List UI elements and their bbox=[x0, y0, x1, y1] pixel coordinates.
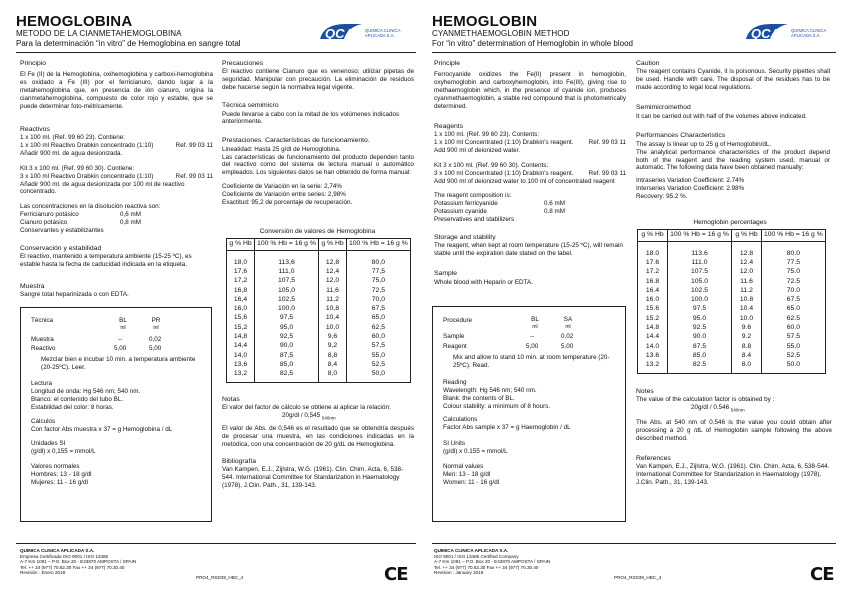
table-cell: 11,6 bbox=[319, 286, 347, 295]
table-cell: 17,2 bbox=[227, 277, 255, 286]
kit-line: Kit 3 x 100 ml. (Ref. 99 60 30). Contiene: bbox=[20, 164, 135, 172]
technique-box bbox=[20, 307, 212, 522]
formula: 20g/dl / 0.546 $_{540nm}$ bbox=[691, 404, 745, 413]
table-cell: 57.5 bbox=[762, 333, 826, 342]
table-cell: 105,0 bbox=[255, 286, 319, 295]
mix-instruction: Mix and allow to stand 10 min. at room temperature (20-25ºC). Read. bbox=[453, 354, 610, 369]
principle-heading: Principle bbox=[434, 60, 461, 67]
table-cell: 18.0 bbox=[638, 242, 668, 259]
sample-bl-value: -- bbox=[118, 336, 123, 343]
table-cell: 14,4 bbox=[227, 342, 255, 351]
table-cell: 14.0 bbox=[638, 342, 668, 351]
cv-line: Coeficiente de Variación en la serie: 2,74% bbox=[222, 183, 342, 191]
table-cell: 85.0 bbox=[668, 351, 732, 360]
table-cell: 70.0 bbox=[762, 286, 826, 295]
table-cell: 95.0 bbox=[668, 314, 732, 323]
table-cell: 12.8 bbox=[732, 242, 762, 259]
table-cell: 72.5 bbox=[762, 277, 826, 286]
table-cell: 75.0 bbox=[762, 268, 826, 277]
notes-explanation: The Abs. at 540 nm of 0.546 is the value you could obtain after processing a 20 g /dL of Hemoglobin sample following the above described method. bbox=[636, 419, 832, 442]
notes-block bbox=[636, 388, 832, 487]
table-cell: 67,5 bbox=[347, 305, 411, 314]
qca-logo-icon bbox=[318, 21, 410, 45]
kit-line: 3 x 100 ml Reactivo Drabkin concentrado (1:10) Ref. 99 03 11 bbox=[20, 172, 213, 180]
table-cell: 50,0 bbox=[347, 370, 411, 383]
conversion-table-title: Conversión de valores de Hemoglobina bbox=[259, 228, 376, 235]
table-cell: 11,2 bbox=[319, 295, 347, 304]
table-row bbox=[227, 333, 411, 342]
table-cell: 12.4 bbox=[732, 259, 762, 268]
svg-text:QCA: QCA bbox=[751, 26, 780, 41]
cv-line: Coeficiente de Variación entre series: 2,98% bbox=[222, 191, 346, 199]
svg-text:QUIMICA CLINICA: QUIMICA CLINICA bbox=[365, 28, 401, 33]
column-right bbox=[222, 60, 414, 207]
table-cell: 17.2 bbox=[638, 268, 668, 277]
table-cell: 16.8 bbox=[638, 277, 668, 286]
conversion-table-grid bbox=[637, 229, 826, 374]
page-title: HEMOGLOBIN bbox=[432, 13, 538, 30]
table-row bbox=[638, 361, 826, 374]
composition-heading: The reagent composition is: bbox=[434, 192, 512, 200]
sample-bl-value: -- bbox=[530, 333, 535, 340]
table-cell: 82,5 bbox=[255, 370, 319, 383]
table-cell: 105.0 bbox=[668, 277, 732, 286]
conversion-table bbox=[637, 229, 826, 374]
storage-heading: Storage and stability bbox=[434, 233, 496, 241]
table-cell: 14.8 bbox=[638, 324, 668, 333]
table-cell: 80.0 bbox=[762, 242, 826, 259]
preservatives-line: Preservatives and stabilizers bbox=[434, 216, 515, 223]
table-cell: 10,0 bbox=[319, 323, 347, 332]
calculation-block: Cálculos Con factor Abs muestra x 37 = g Hemoglobina / dL bbox=[31, 418, 173, 433]
calculation-block: Calculations Factor Abs sample x 37 = g Haemoglobin / dL bbox=[443, 416, 571, 431]
bl-header: BL ml bbox=[119, 317, 127, 331]
table-cell: 10,4 bbox=[319, 314, 347, 323]
precautions-text: El reactivo contiene Cianuro que es venenoso; utilizar pipetas de seguridad. Manipular con precaución. La eliminación de residuos debe hacerse según la normativa legal vigente. bbox=[222, 68, 414, 92]
ce-mark-icon: CE bbox=[384, 564, 408, 585]
svg-text:QCA: QCA bbox=[325, 26, 354, 41]
table-cell: 75,0 bbox=[347, 277, 411, 286]
semimicro-text: Puede llevarse a cabo con la mitad de los volúmenes indicados anteriormente. bbox=[222, 110, 400, 126]
concentration-row: Cianuro potásico 0,8 mM bbox=[20, 219, 141, 226]
reagents-line: 1 x 100 ml Concentrated (1:10) Drabkin's reagent. Ref. 99 03 11 bbox=[434, 139, 626, 147]
table-cell: 113.6 bbox=[668, 242, 732, 259]
reagent-bl-value: 5,00 bbox=[114, 345, 127, 352]
table-cell: 113,6 bbox=[255, 251, 319, 268]
table-row bbox=[638, 259, 826, 268]
cv-line: Exactitud: 95,2 de porcentaje de recuperación. bbox=[222, 198, 353, 206]
sa-header: SA ml bbox=[563, 316, 573, 330]
table-cell: 16,0 bbox=[227, 305, 255, 314]
storage-text: El reactivo, mantenido a temperatura ambiente (15-25 ºC), es estable hasta la fecha de caducidad indicada en la etiqueta. bbox=[20, 253, 192, 269]
principle-text: Ferrocyanide oxidizes the Fe(II) present in hemoglobin, oxyhemoglobin and carboxyhemoglobin, into Fe(III), giving rise to methaemoglobin which, in the presence of cyanide ion, produces cyanmethaemoglobin, a stable red compound that is photometrically determined. bbox=[434, 71, 626, 110]
procedure-box bbox=[432, 306, 626, 522]
table-cell: 77,5 bbox=[347, 268, 411, 277]
table-row bbox=[227, 295, 411, 304]
table-row bbox=[227, 370, 411, 383]
document-code: PRO4_RSD39_HBC_4 bbox=[196, 575, 244, 580]
notes-heading: Notas bbox=[222, 396, 240, 403]
footer-company: QUIMICA CLINICA APLICADA S.A. Empresa Certificada ISO 9001 / ISO 13485 A-7 Km 1081 – P.O. Box 20 - E43870 AMPOSTA / SPAIN Tel. ++ 34 (977) 70.62.30 Fax ++ 34 (977) 70.30.40 Revisión : Enero 2018 bbox=[20, 548, 137, 576]
table-cell: 9,2 bbox=[319, 342, 347, 351]
table-cell: 62,5 bbox=[347, 323, 411, 332]
purpose-subtitle: Para la determinación “in vitro” de Hemoglobina en sangre total bbox=[16, 39, 241, 48]
table-cell: 17,6 bbox=[227, 268, 255, 277]
footer-company: QUIMICA CLINICA APLICADA S.A. ISO 9001 / ISO 13485 Certified Company A-7 Km 1081 – P.O. Box 20 - E43870 AMPOSTA / SPAIN Tel. ++ 34 (977) 70.62.30 Fax ++ 34 (977) 70.30.40 Revision : January 2018 bbox=[434, 548, 551, 576]
sample-heading: Muestra bbox=[20, 282, 45, 290]
table-cell: 10,8 bbox=[319, 305, 347, 314]
table-cell: 13.6 bbox=[638, 351, 668, 360]
header-divider bbox=[432, 52, 836, 53]
table-cell: 16,4 bbox=[227, 295, 255, 304]
reagents-heading: Reactivos bbox=[20, 125, 50, 133]
conversion-table-title: Hemoglobin percentages bbox=[693, 219, 767, 226]
cv-line: Recovery: 95.2 %. bbox=[636, 193, 688, 201]
formula: 20g/dl / 0,545 $_{540nm}$ bbox=[282, 412, 336, 421]
table-cell: 13,2 bbox=[227, 370, 255, 383]
mix-instruction: Mezclar bien e incubar 10 min. a temperatura ambiente (20-25ºC). Leer. bbox=[41, 356, 196, 371]
reading-block: Lectura Longitud de onda: Hg 546 nm; 540 nm. Blanco: el contenido del tubo BL. Estabilidad del color: 8 horas. bbox=[31, 380, 141, 411]
table-cell: 14,8 bbox=[227, 333, 255, 342]
table-header-cell: 100 % Hb = 16 g % bbox=[347, 239, 411, 251]
page-title: HEMOGLOBINA bbox=[16, 13, 133, 30]
table-cell: 92.5 bbox=[668, 324, 732, 333]
table-cell: 8,0 bbox=[319, 370, 347, 383]
kit-line: Add 900 ml of deionized water to 100 ml of concentrated reagent bbox=[434, 177, 615, 185]
table-cell: 8,4 bbox=[319, 360, 347, 369]
table-cell: 100,0 bbox=[255, 305, 319, 314]
table-cell: 55.0 bbox=[762, 342, 826, 351]
table-cell: 12,0 bbox=[319, 277, 347, 286]
table-cell: 92,5 bbox=[255, 333, 319, 342]
purpose-subtitle: For “in vitro” determination of Hemoglobin in whole blood bbox=[432, 39, 633, 48]
table-cell: 50.0 bbox=[762, 361, 826, 374]
table-cell: 14.4 bbox=[638, 333, 668, 342]
table-cell: 9.2 bbox=[732, 333, 762, 342]
precautions-heading: Precauciones bbox=[222, 60, 264, 67]
kit-line: Kit 3 x 100 ml. (Ref. 99 60 30). Contents: bbox=[434, 161, 549, 169]
composition-row: Potassium cyanide 0.8 mM bbox=[434, 208, 565, 216]
table-cell: 90,0 bbox=[255, 342, 319, 351]
semimicro-text: It can be carried out with half of the volumes above indicated. bbox=[636, 112, 807, 120]
qca-logo bbox=[744, 21, 836, 45]
table-row bbox=[227, 360, 411, 369]
notes-block bbox=[222, 396, 414, 490]
table-row bbox=[227, 277, 411, 286]
table-row bbox=[638, 333, 826, 342]
reagent-row-label: Reagent bbox=[443, 343, 467, 350]
table-row bbox=[638, 314, 826, 323]
table-cell: 65.0 bbox=[762, 305, 826, 314]
table-row bbox=[227, 342, 411, 351]
cv-line: Interseries Variation Coefficient: 2.98% bbox=[636, 185, 745, 193]
pr-header: PR ml bbox=[151, 317, 161, 331]
table-cell: 15.6 bbox=[638, 305, 668, 314]
table-cell: 107,5 bbox=[255, 277, 319, 286]
table-cell: 15,6 bbox=[227, 314, 255, 323]
sample-row-label: Muestra bbox=[31, 336, 54, 343]
table-cell: 9,6 bbox=[319, 333, 347, 342]
caution-text: The reagent contains Cyanide, it is poisonous. Security pipettes shall be used. Handle with care. The disposal of the residues has to be made according to legal local regulations. bbox=[636, 68, 830, 92]
performance-heading: Performances Characteristics bbox=[636, 132, 726, 140]
table-cell: 11.6 bbox=[732, 277, 762, 286]
bibliography-heading: Bibliografía bbox=[222, 457, 257, 465]
table-cell: 77.5 bbox=[762, 259, 826, 268]
sample-text: Whole blood with Heparin or EDTA. bbox=[434, 278, 533, 286]
table-row bbox=[638, 286, 826, 295]
table-cell: 9.6 bbox=[732, 324, 762, 333]
table-cell: 55,0 bbox=[347, 351, 411, 360]
table-cell: 15,2 bbox=[227, 323, 255, 332]
table-cell: 10.0 bbox=[732, 314, 762, 323]
table-cell: 102.5 bbox=[668, 286, 732, 295]
table-row bbox=[227, 323, 411, 332]
preservatives-line: Conservantes y estabilizantes bbox=[20, 226, 104, 234]
references-heading: References bbox=[636, 454, 671, 462]
table-header-cell: g % Hb bbox=[732, 230, 762, 242]
method-subtitle: CYANMETHAEMOGLOBIN METHOD bbox=[432, 29, 570, 38]
conversion-table bbox=[226, 238, 411, 383]
table-cell: 102,5 bbox=[255, 295, 319, 304]
table-cell: 85,0 bbox=[255, 360, 319, 369]
table-cell: 52,5 bbox=[347, 360, 411, 369]
table-row bbox=[638, 342, 826, 351]
table-header-cell: 100 % Hb = 16 g % bbox=[762, 230, 826, 242]
table-row bbox=[638, 242, 826, 259]
table-cell: 18,0 bbox=[227, 251, 255, 268]
method-subtitle: METODO DE LA CIANMETAHEMOGLOBINA bbox=[16, 29, 182, 38]
reagents-heading: Reagents bbox=[434, 122, 464, 130]
table-cell: 17.6 bbox=[638, 259, 668, 268]
table-cell: 62.5 bbox=[762, 314, 826, 323]
table-cell: 8.4 bbox=[732, 351, 762, 360]
principle-text: El Fe (II) de la Hemoglobina, oxihemoglobina y carboxi-hemoglobina es oxidado a Fe (III) por el ferricianuro, dando lugar a la metahemoglobina que, en presencia de ión cianuro, origina la cianmetahemoglobina, compuesto de color rojo y estable, que se puede determinar foto-métricamente. bbox=[20, 71, 213, 110]
concentration-row: Ferricianuro potásico 0,6 mM bbox=[20, 211, 141, 219]
table-cell: 111.0 bbox=[668, 259, 732, 268]
table-cell: 57,5 bbox=[347, 342, 411, 351]
table-row bbox=[638, 351, 826, 360]
table-cell: 8.0 bbox=[732, 361, 762, 374]
table-row bbox=[227, 251, 411, 268]
table-cell: 16.0 bbox=[638, 296, 668, 305]
reagent-pr-value: 5,00 bbox=[149, 345, 162, 352]
table-cell: 82.5 bbox=[668, 361, 732, 374]
table-header-cell: g % Hb bbox=[227, 239, 255, 251]
sample-row-label: Sample bbox=[443, 333, 465, 340]
technique-heading: Técnica bbox=[31, 317, 54, 324]
table-cell: 14,0 bbox=[227, 351, 255, 360]
conversion-table-grid bbox=[226, 238, 411, 383]
kit-line: 3 x 100 ml Concentrated (1:10) Drabkin's reagent. Ref. 99 03 11 bbox=[434, 169, 626, 177]
composition-row: Potassium ferricyanide 0.6 mM bbox=[434, 200, 565, 208]
table-row bbox=[638, 305, 826, 314]
table-cell: 87,5 bbox=[255, 351, 319, 360]
table-row bbox=[227, 268, 411, 277]
table-row bbox=[227, 314, 411, 323]
footer-divider bbox=[432, 543, 836, 544]
column-left bbox=[20, 60, 213, 299]
svg-text:APLICADA S.A.: APLICADA S.A. bbox=[365, 33, 395, 38]
table-cell: 67.5 bbox=[762, 296, 826, 305]
reagents-line: Add 900 ml of deionized water. bbox=[434, 146, 521, 154]
semimicro-heading: Semimicromethod bbox=[636, 104, 691, 112]
notes-text: El valor del factor de cálculo se obtiene al aplicar la relación: bbox=[222, 404, 391, 412]
reading-block: Reading Wavelength: Hg 546 nm; 540 nm. Blank: the contents of BL. Colour stability: a minimum of 8 hours. bbox=[443, 379, 551, 410]
column-right bbox=[636, 60, 830, 201]
table-header-cell: g % Hb bbox=[638, 230, 668, 242]
sample-text: Sangre total heparinizada o con EDTA. bbox=[20, 291, 129, 299]
table-cell: 8.8 bbox=[732, 342, 762, 351]
table-cell: 107.5 bbox=[668, 268, 732, 277]
performance-heading: Prestaciones. Características de funcionamiento. bbox=[222, 137, 370, 145]
concentration-heading: Las concentraciones en la disolución reactiva son: bbox=[20, 203, 161, 211]
document-code: PRO4_RSD39_HBC_4 bbox=[614, 575, 662, 580]
normal-values-block: Valores normales Hombres: 13 - 18 g/dl Mujeres: 11 - 16 g/dl bbox=[31, 463, 92, 486]
table-cell: 12,8 bbox=[319, 251, 347, 268]
si-units-block: SI Units (g/dl) x 0.155 = mmol/L bbox=[443, 440, 508, 455]
storage-heading: Conservación y estabilidad bbox=[20, 244, 102, 252]
table-cell: 97,5 bbox=[255, 314, 319, 323]
table-row bbox=[227, 351, 411, 360]
linearity-text: Linealidad: Hasta 25 g/dl de Hemoglobina. bbox=[222, 145, 341, 153]
performance-text: The analytical performance characteristics of the product depend both of the reagent and the reading system used, manual or automatic. The following data have been obtained manually: bbox=[636, 148, 830, 172]
table-row bbox=[638, 268, 826, 277]
table-cell: 15.2 bbox=[638, 314, 668, 323]
table-row bbox=[638, 296, 826, 305]
references-text: Van Kampen, E.J., Zijlstra, W.G. (1961). Clin. Chim. Acta, 6, 538-544. International Committee for Standarization in Haematology (1978), J.Clin. Path., 31, 139-143. bbox=[636, 463, 830, 486]
si-units-block: Unidades SI (g/dl) x 0,155 = mmol/L bbox=[31, 440, 96, 455]
ce-mark-icon: CE bbox=[810, 564, 834, 585]
table-cell: 100.0 bbox=[668, 296, 732, 305]
principle-heading: Principio bbox=[20, 60, 47, 67]
qca-logo bbox=[318, 21, 410, 45]
sample-sa-value: 0.02 bbox=[561, 333, 574, 340]
table-cell: 16,8 bbox=[227, 286, 255, 295]
table-cell: 87.5 bbox=[668, 342, 732, 351]
table-cell: 12.0 bbox=[732, 268, 762, 277]
footer-divider bbox=[16, 543, 416, 544]
table-cell: 70,0 bbox=[347, 295, 411, 304]
notes-heading: Notes bbox=[636, 388, 654, 395]
semimicro-heading: Técnica semimicro bbox=[222, 102, 279, 110]
table-header-cell: 100 % Hb = 16 g % bbox=[668, 230, 732, 242]
caution-heading: Caution bbox=[636, 60, 660, 67]
table-cell: 13.2 bbox=[638, 361, 668, 374]
table-cell: 80,0 bbox=[347, 251, 411, 268]
notes-text: The value of the calculation factor is obtained by : bbox=[636, 396, 775, 404]
table-cell: 65,0 bbox=[347, 314, 411, 323]
reagent-sa-value: 5.00 bbox=[561, 343, 574, 350]
table-cell: 16.4 bbox=[638, 286, 668, 295]
procedure-heading: Procedure bbox=[443, 317, 473, 324]
table-cell: 72,5 bbox=[347, 286, 411, 295]
reagents-line: 1 x 100 ml Reactivo Drabkin concentrado (1:10) Ref. 99 03 11 bbox=[20, 142, 213, 150]
reagents-line: 1 x 100 ml. (Ref. 99 60 23). Contents: bbox=[434, 131, 540, 139]
table-cell: 90.0 bbox=[668, 333, 732, 342]
table-cell: 10.8 bbox=[732, 296, 762, 305]
qca-logo-icon bbox=[744, 21, 836, 45]
reagent-row-label: Reactivo bbox=[31, 345, 56, 352]
table-cell: 13,6 bbox=[227, 360, 255, 369]
table-header-cell: 100 % Hb = 16 g % bbox=[255, 239, 319, 251]
table-cell: 97.5 bbox=[668, 305, 732, 314]
linearity-text: The assay is linear up to 25 g of Hemoglobin/dL. bbox=[636, 140, 772, 148]
table-cell: 52.5 bbox=[762, 351, 826, 360]
kit-line: Añadir 900 ml. de agua desionizada por 100 ml de reactivo concentrado. bbox=[20, 180, 185, 196]
table-cell: 10.4 bbox=[732, 305, 762, 314]
table-cell: 12,4 bbox=[319, 268, 347, 277]
column-left bbox=[434, 60, 626, 286]
performance-text: Las características de funcionamiento del producto dependen tanto del reactivo como del sistema de lectura manual o automático empleados. Los siguientes datos se han obtenido de forma manual: bbox=[222, 153, 414, 177]
table-cell: 111,0 bbox=[255, 268, 319, 277]
table-cell: 8,8 bbox=[319, 351, 347, 360]
svg-text:APLICADA S.A.: APLICADA S.A. bbox=[791, 33, 821, 38]
header-divider bbox=[16, 52, 416, 53]
sample-heading: Sample bbox=[434, 270, 458, 278]
notes-explanation: El valor de Abs. de 0,546 es el resultado que se obtendría después de procesar una muestra, en las condiciones indicadas en la metódica, con una concentración de 20 g/dL de Hemoglobina. bbox=[222, 425, 414, 448]
page-english bbox=[424, 0, 848, 600]
reagents-line: Añadir 900 ml. de agua desionizada. bbox=[20, 149, 123, 157]
table-row bbox=[638, 277, 826, 286]
table-header-cell: g % Hb bbox=[319, 239, 347, 251]
bl-header: BL ml bbox=[531, 316, 539, 330]
table-cell: 95,0 bbox=[255, 323, 319, 332]
reagents-line: 1 x 100 ml. (Ref. 99 60 23). Contiene: bbox=[20, 134, 126, 142]
table-row bbox=[638, 324, 826, 333]
bibliography-text: Van Kampen, E.J., Zijlstra, W.G. (1961). Clin. Chim. Acta, 6, 538-544. International Committee for Standarization in Haematology (1978), J.Clin. Path., 31, 139-143. bbox=[222, 466, 404, 489]
sample-pr-value: 0,02 bbox=[149, 336, 162, 343]
svg-text:QUIMICA CLINICA: QUIMICA CLINICA bbox=[791, 28, 827, 33]
reagent-bl-value: 5,00 bbox=[526, 343, 539, 350]
normal-values-block: Normal values Men: 13 - 18 g/dl Women: 11 - 16 g/dl bbox=[443, 463, 500, 486]
table-row bbox=[227, 305, 411, 314]
table-row bbox=[227, 286, 411, 295]
table-cell: 11.2 bbox=[732, 286, 762, 295]
storage-text: The reagent, when kept at room temperature (15-25 ºC), will remain stable until the expiration date stated on the label. bbox=[434, 242, 623, 258]
table-cell: 60.0 bbox=[762, 324, 826, 333]
table-cell: 60,0 bbox=[347, 333, 411, 342]
cv-line: Intraseries Variation Coefficient: 2.74% bbox=[636, 177, 745, 185]
